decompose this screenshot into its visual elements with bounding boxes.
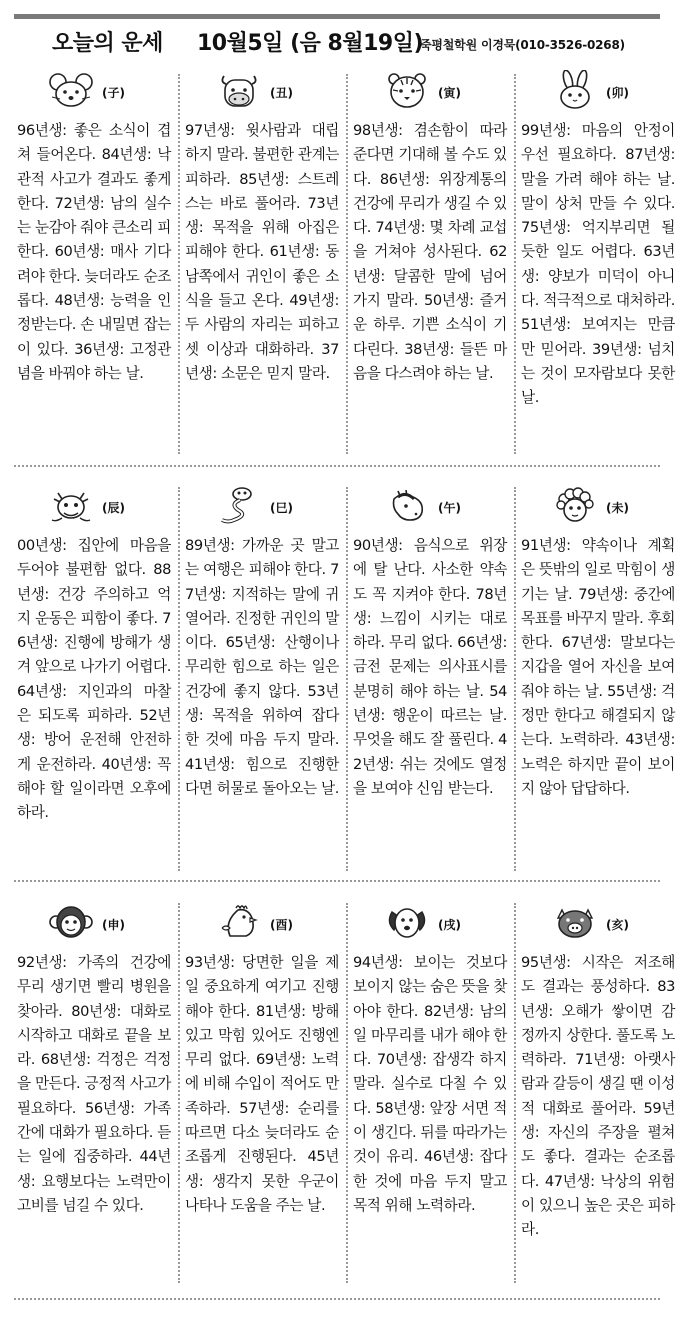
page-header [14, 22, 660, 62]
fortune-text: 94년생: 보이는 것보다 보이지 않는 숨은 뜻을 찾아야 한다. 82년생: 남의 일 마무리를 내가 해야 한다. 70년생: 잡생각 하지 말라. 실수로 다칠 수 있다. 58년생: 앞장 서면 적이 생긴다. 뒤를 따라가는 것이 유리. 46년생: 잡다한 것에 마음 두지 말고 목적 위해 노력하라. [353, 954, 507, 1214]
page-date: 10월5일 (음 8월19일) [197, 31, 424, 56]
fortune-text: 92년생: 가족의 건강에 무리 생기면 빨리 병원을 찾아라. 80년생: 대화로 시작하고 대화로 끝을 보라. 68년생: 걱정은 걱정을 만든다. 긍정적 사고가 필요하다. 56년생: 가족간에 대화가 필요하다. 듣는 일에 집중하라. 44년생: 요행보다는 노력만이 고비를 넘길 수 있다. [17, 954, 171, 1214]
zodiac-label: (申) [102, 918, 125, 932]
fortune-text: 93년생: 당면한 일을 제일 중요하게 여기고 진행해야 한다. 81년생: 방해 있고 막힘 있어도 진행엔 무리 없다. 69년생: 노력에 비해 수입이 적어도 만족하라. 57년생: 순리를 따르면 다소 늦더라도 순조롭게 진행된다. 45년생: 생각지 못한 우군이 나타나 도움을 주는 날. [185, 954, 339, 1214]
snake-icon [216, 485, 262, 525]
zodiac-label: (寅) [438, 86, 461, 100]
zodiac-label: (未) [606, 501, 629, 515]
zodiac-label: (巳) [270, 501, 293, 515]
fortune-cell-ox [182, 68, 342, 382]
fortune-cell-monkey [14, 900, 174, 1214]
tiger-icon [384, 70, 430, 110]
fortune-text: 99년생: 마음의 안정이 우선 필요하다. 87년생: 말을 가려 해야 하는 날. 말이 상처 만들 수 있다. 75년생: 억지부리면 될듯한 일도 어렵다. 63년생: 양보가 미덕이 아니다. 적극적으로 대처하라. 51년생: 보여지는 만큼만 믿어라. 39년생: 넘치는 것이 모자람보다 못한 날. [521, 122, 675, 407]
fortune-cell-horse [350, 483, 510, 797]
row-divider [14, 880, 660, 882]
fortune-text: 98년생: 겸손함이 따라준다면 기대해 볼 수도 있다. 86년생: 위장계통의 건강에 무리가 생길 수 있다. 74년생: 몇 차례 교섭을 거쳐야 성사된다. 62년생: 달콤한 말에 넘어가지 말라. 50년생: 즐거운 하루. 기쁜 소식이 기다린다. 38년생: 들뜬 마음을 다스려야 하는 날. [353, 122, 507, 382]
column-divider [346, 74, 348, 454]
zodiac-label: (酉) [270, 918, 293, 932]
column-divider [514, 487, 516, 871]
ox-icon [216, 70, 262, 110]
fortune-cell-snake [182, 483, 342, 797]
zodiac-label: (辰) [102, 501, 125, 515]
dog-icon [384, 902, 430, 942]
column-divider [514, 903, 516, 1283]
zodiac-label: (戌) [438, 918, 461, 932]
column-divider [514, 74, 516, 454]
rooster-icon [216, 902, 262, 942]
sheep-icon [552, 485, 598, 525]
fortune-text: 97년생: 윗사람과 대립하지 말라. 불편한 관계는 피하라. 85년생: 스트레스는 바로 풀어라. 73년생: 목적을 위해 아집은 피해야 한다. 61년생: 동남쪽에서 귀인이 좋은 소식을 들고 온다. 49년생: 두 사람의 자리는 피하고 셋 이상과 대화하라. 37년생: 소문은 믿지 말라. [185, 122, 339, 382]
dragon-icon [48, 485, 94, 525]
zodiac-label: (午) [438, 501, 461, 515]
fortune-cell-dog [350, 900, 510, 1214]
column-divider [178, 74, 180, 454]
fortune-text: 96년생: 좋은 소식이 겹쳐 들어온다. 84년생: 낙관적 사고가 결과도 좋게 한다. 72년생: 남의 실수는 눈감아 줘야 큰소리 피한다. 60년생: 매사 기다려야 한다. 늦더라도 순조롭다. 48년생: 능력을 인정받는다. 손 내밀면 잡는 이 있다. 36년생: 고정관념을 바꿔야 하는 날. [17, 122, 171, 382]
row-divider [14, 465, 660, 467]
fortune-text: 90년생: 음식으로 위장에 탈 난다. 사소한 약속도 꼭 지켜야 한다. 78년생: 느낌이 시키는 대로 하라. 무리 없다. 66년생: 금전 문제는 의사표시를 분명히 해야 하는 날. 54년생: 행운이 따르는 날. 무엇을 해도 잘 풀린다. 42년생: 쉬는 것에도 열정을 보여야 신임 받는다. [353, 537, 507, 797]
fortune-text: 00년생: 집안에 마음을 두어야 불편함 없다. 88년생: 건강 주의하고 억지 운동은 피함이 좋다. 76년생: 진행에 방해가 생겨 앞으로 나가기 어렵다. 64년생: 지인과의 마찰은 되도록 피하라. 52년생: 방어 운전해 안전하게 운전하라. 40년생: 꼭 해야 할 일이라면 오후에 하라. [17, 537, 171, 822]
rabbit-icon [552, 70, 598, 110]
monkey-icon [48, 902, 94, 942]
pig-icon [552, 902, 598, 942]
fortune-text: 89년생: 가까운 곳 말고는 여행은 피해야 한다. 77년생: 지적하는 말에 귀 열어라. 진정한 귀인의 말이다. 65년생: 산행이나 무리한 힘으로 하는 일은 건강에 좋지 않다. 53년생: 목적을 위하여 잡다한 것에 마음 두지 말라. 41년생: 힘으로 진행한다면 허물로 돌아오는 날. [185, 537, 339, 797]
rat-icon [48, 70, 94, 110]
fortune-text: 95년생: 시작은 저조해도 결과는 풍성하다. 83년생: 오해가 쌓이면 감정까지 상한다. 풀도록 노력하라. 71년생: 아랫사람과 갈등이 생길 땐 이성적 대화로 풀어라. 59년생: 자신의 주장을 펼쳐도 좋다. 결과는 순조롭다. 47년생: 낙상의 위험이 있으니 높은 곳은 피하라. [521, 954, 675, 1239]
fortune-cell-rabbit [518, 68, 678, 407]
zodiac-label: (亥) [606, 918, 629, 932]
zodiac-label: (丑) [270, 86, 293, 100]
column-divider [178, 903, 180, 1283]
header-rule [14, 14, 660, 19]
fortune-text: 91년생: 약속이나 계획은 뜻밖의 일로 막힘이 생기는 날. 79년생: 중간에 목표를 바꾸지 말라. 후회한다. 67년생: 말보다는 지갑을 열어 자신을 보여줘야 하는 날. 55년생: 걱정만 한다고 해결되지 않는다. 노력하라. 43년생: 노력은 하지만 끝이 보이지 않아 답답하다. [521, 537, 675, 797]
fortune-cell-rat [14, 68, 174, 382]
fortune-cell-pig [518, 900, 678, 1239]
row-divider [14, 1298, 660, 1300]
page-title: 오늘의 운세 [52, 31, 163, 56]
column-divider [178, 487, 180, 871]
zodiac-label: (卯) [606, 86, 629, 100]
column-divider [346, 487, 348, 871]
fortune-cell-dragon [14, 483, 174, 822]
fortune-cell-tiger [350, 68, 510, 382]
horse-icon [384, 485, 430, 525]
zodiac-label: (子) [102, 86, 125, 100]
author-credit: 죽평철학원 이경묵(010-3526-0268) [420, 38, 625, 52]
fortune-cell-sheep [518, 483, 678, 797]
column-divider [346, 903, 348, 1283]
fortune-cell-rooster [182, 900, 342, 1214]
